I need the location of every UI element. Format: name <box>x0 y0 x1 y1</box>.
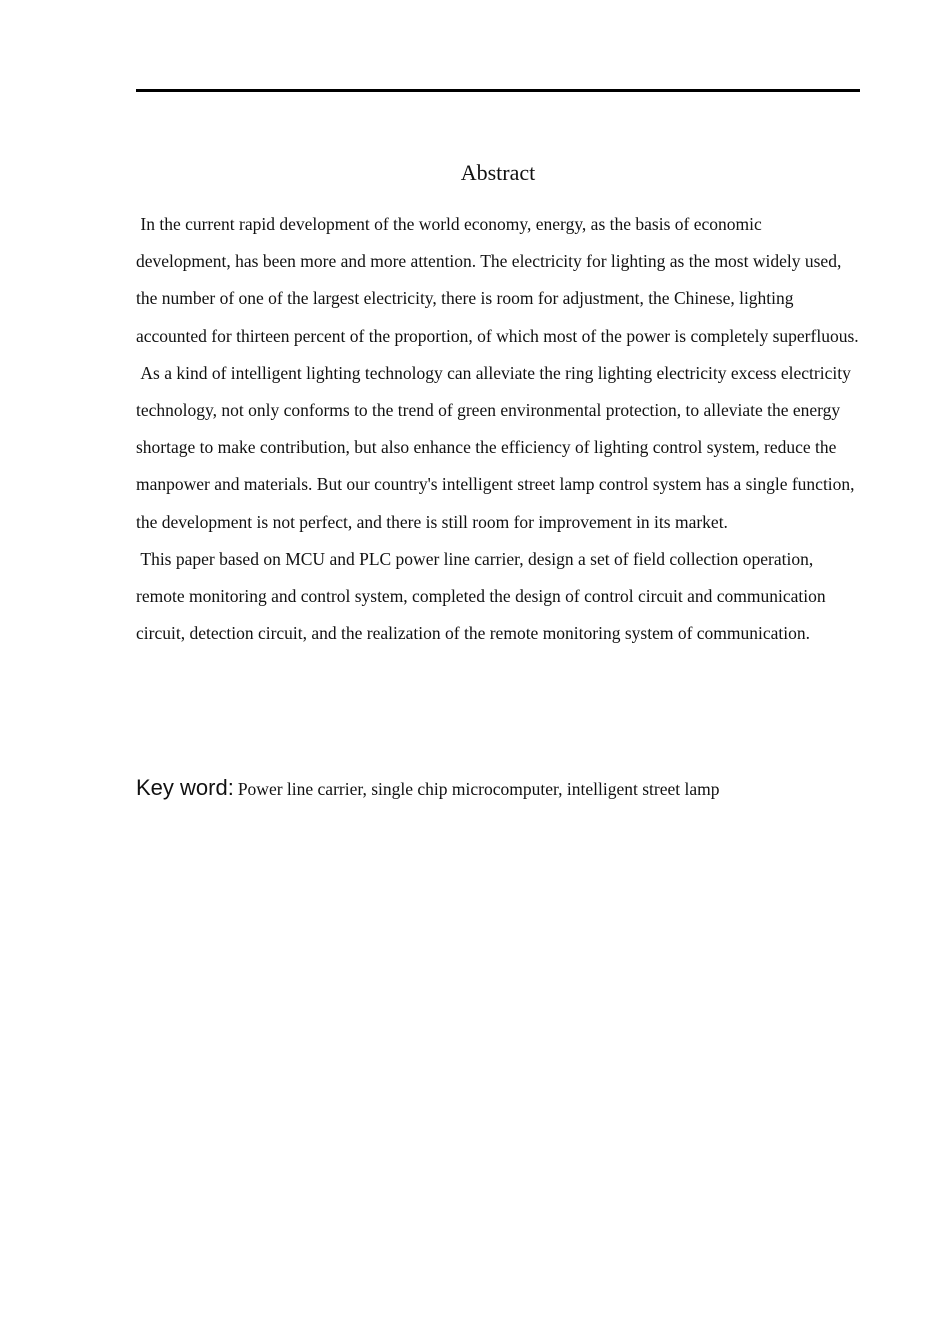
header-rule <box>136 89 860 92</box>
keywords-text: Power line carrier, single chip microcomputer, intelligent street lamp <box>237 779 720 799</box>
abstract-title: Abstract <box>460 160 536 185</box>
keywords <box>136 775 860 801</box>
abstract-paragraph-1: In the current rapid development of the world economy, energy, as the basis of economic development, has been more and more attention. The electricity for lighting as the most widely used, the number of one of the largest electricity, there is room for adjustment, the Chinese, lighting accounted for thirteen percent of the proportion, of which most of the power is completely superfluous. <box>136 214 859 346</box>
abstract-paragraph-3: This paper based on MCU and PLC power line carrier, design a set of field collection operation, remote monitoring and control system, completed the design of control circuit and communication circuit, detection circuit, and the realization of the remote monitoring system of communication. <box>136 548 830 644</box>
abstract-paragraph-2: As a kind of intelligent lighting technology can alleviate the ring lighting electricity excess electricity technology, not only conforms to the trend of green environmental protection, to alleviate the energy shortage to make contribution, but also enhance the efficiency of lighting control system, reduce the manpower and materials. But our country's intelligent street lamp control system has a single function, the development is not perfect, and there is still room for improvement in its market. <box>136 362 859 532</box>
abstract-body <box>136 206 860 652</box>
keywords-label: Key word: <box>136 775 234 800</box>
